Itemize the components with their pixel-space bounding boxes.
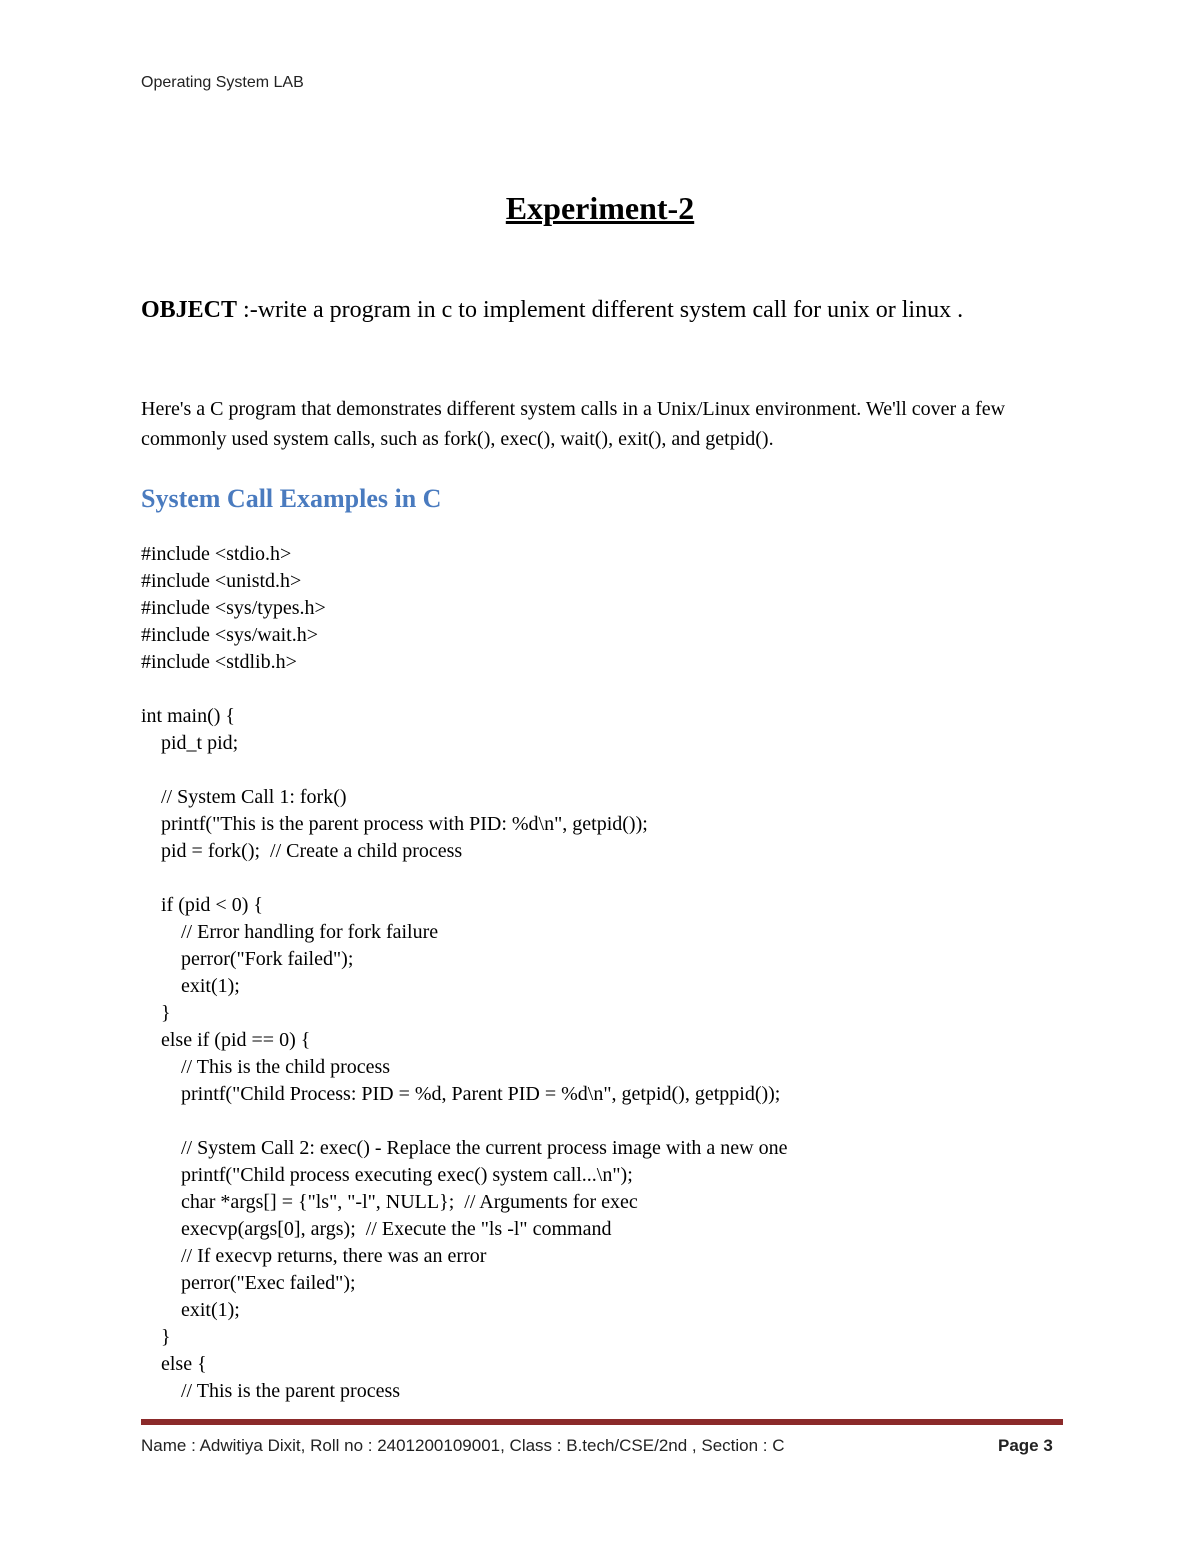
object-text: :-write a program in c to implement different system call for unix or linux . (237, 297, 964, 323)
code-line: // System Call 1: fork() (141, 786, 347, 808)
code-line: } (141, 1002, 171, 1024)
code-line: // If execvp returns, there was an error (141, 1245, 487, 1267)
code-line: exit(1); (141, 975, 240, 997)
code-line (141, 1108, 1081, 1135)
code-line: } (141, 1326, 171, 1348)
code-listing (141, 541, 1081, 1405)
code-line: #include <unistd.h> (141, 570, 302, 592)
code-line: if (pid < 0) { (141, 894, 263, 916)
code-line: printf("This is the parent process with PID: %d\n", getpid()); (141, 813, 648, 835)
page-title: Experiment-2 (505, 190, 695, 226)
footer-rule (141, 1419, 1063, 1425)
code-line: execvp(args[0], args); // Execute the "ls -l" command (141, 1218, 612, 1240)
code-line: // System Call 2: exec() - Replace the current process image with a new one (141, 1137, 788, 1159)
code-line (141, 676, 1081, 703)
code-line: // This is the parent process (141, 1380, 401, 1402)
page-number: Page 3 (998, 1436, 1053, 1455)
intro-paragraph: Here's a C program that demonstrates different system calls in a Unix/Linux environment. We'll cover a few commonly used system calls, such as fork(), exec(), wait(), exit(), and getpid(). (141, 398, 1006, 450)
page-header: Operating System LAB (141, 74, 304, 91)
object-label: OBJECT (141, 297, 238, 323)
code-line: int main() { (141, 705, 236, 727)
code-line: // Error handling for fork failure (141, 921, 439, 943)
code-line (141, 757, 1081, 784)
object-statement (141, 292, 1041, 328)
code-line: pid_t pid; (141, 732, 239, 754)
code-line: #include <sys/wait.h> (141, 624, 318, 646)
code-line: else if (pid == 0) { (141, 1029, 311, 1051)
code-line: exit(1); (141, 1299, 240, 1321)
code-line: #include <stdlib.h> (141, 651, 297, 673)
code-line (141, 865, 1081, 892)
code-line: #include <sys/types.h> (141, 597, 326, 619)
code-line: char *args[] = {"ls", "-l", NULL}; // Arguments for exec (141, 1191, 638, 1213)
code-line: perror("Fork failed"); (141, 948, 354, 970)
code-line: else { (141, 1353, 207, 1375)
section-heading: System Call Examples in C (141, 484, 442, 513)
footer-info: Name : Adwitiya Dixit, Roll no : 2401200109001, Class : B.tech/CSE/2nd , Section : C (141, 1436, 785, 1455)
code-line: printf("Child Process: PID = %d, Parent PID = %d\n", getpid(), getppid()); (141, 1083, 781, 1105)
code-line: #include <stdio.h> (141, 543, 292, 565)
code-line: perror("Exec failed"); (141, 1272, 356, 1294)
code-line: printf("Child process executing exec() system call...\n"); (141, 1164, 633, 1186)
code-line: pid = fork(); // Create a child process (141, 840, 463, 862)
code-line: // This is the child process (141, 1056, 391, 1078)
